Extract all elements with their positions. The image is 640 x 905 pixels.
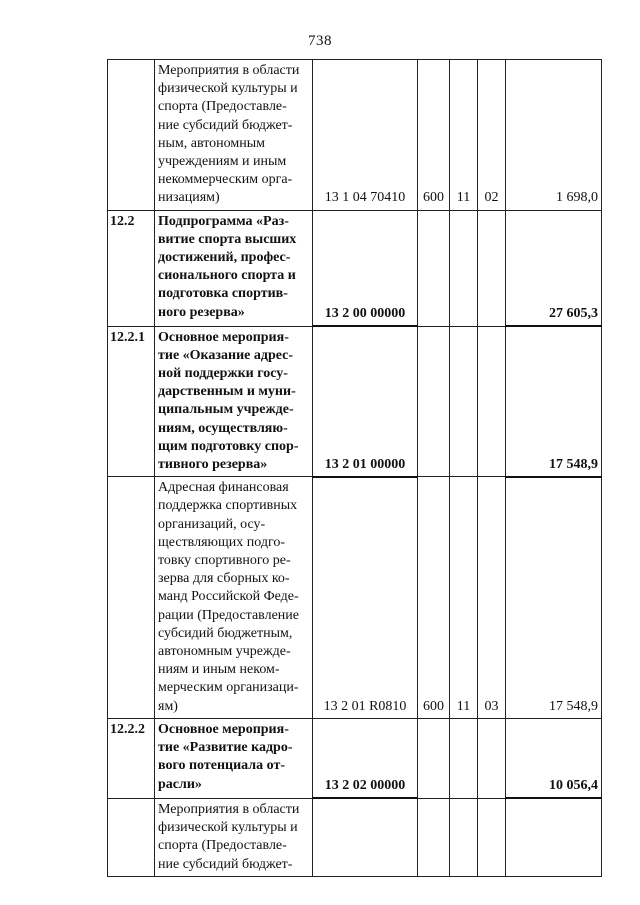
table-row (108, 798, 602, 876)
expense-type-cell (418, 210, 450, 326)
row-name-line: ной поддержки госу- (158, 366, 288, 382)
amount-cell: 17 548,9 (506, 326, 602, 477)
row-number-cell (108, 798, 155, 876)
row-number-cell (108, 60, 155, 211)
section-cell (450, 798, 478, 876)
row-name-line: дарственным и муни- (158, 384, 296, 400)
budget-code-cell: 13 2 01 00000 (313, 326, 418, 477)
row-name-line: ным, автономным (158, 135, 266, 151)
row-name-line: вого потенциала от- (158, 758, 285, 774)
row-name-line: мерческим организаци- (158, 680, 299, 696)
row-name-line: учреждениям и иным (158, 154, 287, 170)
expense-type-cell (418, 798, 450, 876)
expense-type-cell (418, 718, 450, 798)
subsection-cell (478, 798, 506, 876)
row-name-line: организаций, осу- (158, 516, 266, 532)
expense-type-cell: 600 (418, 60, 450, 211)
budget-table (107, 59, 602, 877)
row-name-line: ципальным учрежде- (158, 402, 294, 418)
row-name-line: подготовка спортив- (158, 286, 288, 302)
budget-code-cell: 13 1 04 70410 (313, 60, 418, 211)
row-name-line: тивного резерва» (158, 457, 268, 473)
section-cell: 11 (450, 60, 478, 211)
row-name-line: низациям) (158, 190, 220, 206)
row-name-line: Мероприятия в области (158, 63, 300, 78)
row-name-cell (155, 210, 313, 326)
table-row (108, 60, 602, 211)
row-name-line: Адресная финансовая (158, 480, 289, 496)
row-name-line: ществляющих подго- (158, 534, 286, 550)
row-name-line: субсидий бюджетным, (158, 625, 293, 641)
amount-cell: 1 698,0 (506, 60, 602, 211)
row-name-cell (155, 477, 313, 719)
row-name-line: ного резерва» (158, 304, 245, 320)
row-name-line: спорта (Предоставле- (158, 99, 287, 115)
row-name-line: Подпрограмма «Раз- (158, 213, 289, 229)
row-name-cell (155, 798, 313, 876)
row-name-line: расли» (158, 776, 202, 792)
row-name-cell (155, 718, 313, 798)
budget-code-cell: 13 2 02 00000 (313, 718, 418, 798)
row-name-line: ние субсидий бюджет- (158, 856, 293, 872)
budget-code-cell (313, 798, 418, 876)
amount-cell: 27 605,3 (506, 210, 602, 326)
table-row (108, 210, 602, 326)
section-cell: 11 (450, 477, 478, 719)
row-name-line: щим подготовку спор- (158, 438, 299, 454)
row-name-line: ям) (158, 698, 178, 714)
subsection-cell (478, 718, 506, 798)
row-name-line: ниям, осуществляю- (158, 420, 288, 436)
budget-code-cell: 13 2 01 R0810 (313, 477, 418, 719)
row-name-line: зерва для сборных ко- (158, 571, 290, 587)
row-name-line: физической культуры и (158, 81, 298, 97)
row-name-line: тие «Оказание адрес- (158, 347, 294, 363)
row-name-line: Основное мероприя- (158, 721, 289, 737)
page-number: 738 (308, 33, 332, 49)
subsection-cell: 02 (478, 60, 506, 211)
row-number-cell: 12.2.1 (108, 326, 155, 477)
row-name-line: товку спортивного ре- (158, 553, 291, 569)
row-name-line: ние субсидий бюджет- (158, 117, 293, 133)
row-name-line: достижений, профес- (158, 250, 291, 266)
table-row (108, 477, 602, 719)
row-name-line: физической культуры и (158, 820, 298, 836)
row-name-line: ниям и иным неком- (158, 662, 280, 678)
row-name-line: витие спорта высших (158, 231, 297, 247)
row-name-line: Основное мероприя- (158, 329, 289, 345)
expense-type-cell (418, 326, 450, 477)
section-cell (450, 326, 478, 477)
subsection-cell (478, 210, 506, 326)
section-cell (450, 210, 478, 326)
row-name-line: спорта (Предоставле- (158, 838, 287, 854)
expense-type-cell: 600 (418, 477, 450, 719)
table-row (108, 718, 602, 798)
amount-cell (506, 798, 602, 876)
subsection-cell (478, 326, 506, 477)
row-name-line: автономным учрежде- (158, 644, 291, 660)
amount-cell: 10 056,4 (506, 718, 602, 798)
section-cell (450, 718, 478, 798)
table-row (108, 326, 602, 477)
row-name-line: манд Российской Феде- (158, 589, 299, 605)
amount-cell: 17 548,9 (506, 477, 602, 719)
row-name-cell (155, 326, 313, 477)
row-name-cell (155, 60, 313, 211)
row-number-cell: 12.2 (108, 210, 155, 326)
row-number-cell (108, 477, 155, 719)
row-number-cell: 12.2.2 (108, 718, 155, 798)
row-name-line: рации (Предоставление (158, 607, 300, 623)
row-name-line: некоммерческим орга- (158, 172, 293, 188)
subsection-cell: 03 (478, 477, 506, 719)
row-name-line: Мероприятия в области (158, 801, 300, 817)
row-name-line: тие «Развитие кадро- (158, 740, 293, 756)
row-name-line: сионального спорта и (158, 268, 296, 284)
budget-code-cell: 13 2 00 00000 (313, 210, 418, 326)
row-name-line: поддержка спортивных (158, 498, 298, 514)
